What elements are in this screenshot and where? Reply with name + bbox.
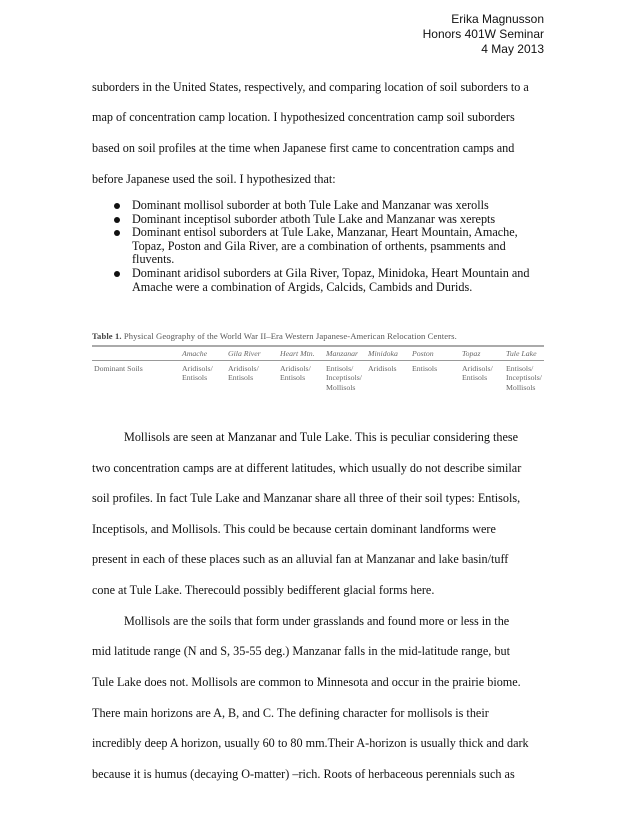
list-item [92,226,562,267]
column-header: Gila River [228,349,261,358]
text-line: incredibly deep A horizon, usually 60 to 80 mm.Their A-horizon is usually thick and dark [92,736,529,750]
bullet-icon [114,203,120,209]
author-name: Erika Magnusson [451,12,544,26]
text-line: two concentration camps are at different latitudes, which usually do not describe similar [92,461,522,475]
table-cell: Entisols/ Inceptisols/ Mollisols [506,364,542,392]
text-line: suborders in the United States, respectively, and comparing location of soil suborders to a [92,80,529,94]
list-item-text: Dominant aridisol suborders at Gila River, Topaz, Minidoka, Heart Mountain and [132,265,530,280]
text-line: Mollisols are seen at Manzanar and Tule Lake. This is peculiar considering these [124,430,519,444]
column-header: Tule Lake [506,349,537,358]
course-name: Honors 401W Seminar [422,27,544,41]
list-item-text: fluvents. [132,252,175,267]
text-line: because it is humus (decaying O-matter) –rich. Roots of herbaceous perennials such as [92,767,515,781]
list-item-text: Dominant entisol suborders at Tule Lake, Manzanar, Heart Mountain, Amache, [132,225,518,240]
table-caption-text: Physical Geography of the World War II–Era Western Japanese-American Relocation Centers. [123,331,457,341]
list-item-text: Amache were a combination of Argids, Calcids, Cambids and Durids. [132,279,473,294]
bullet-icon [114,271,120,277]
table-row [92,361,544,397]
text-line: soil profiles. In fact Tule Lake and Manzanar share all three of their soil types: Entisols, [92,491,521,505]
text-line: present in each of these places such as an alluvial fan at Manzanar and lake basin/tuff [92,552,509,566]
text-line: Tule Lake does not. Mollisols are common to Minnesota and occur in the prairie biome. [92,675,521,689]
table-cell: Entisols [412,364,438,373]
bullet-icon [114,217,120,223]
text-line: map of concentration camp location. I hypothesized concentration camp soil suborders [92,110,515,124]
table-cell: Aridisols/ Entisols [280,364,311,383]
list-item [92,213,562,227]
text-line: mid latitude range (N and S, 35-55 deg.) Manzanar falls in the mid-latitude range, but [92,644,510,658]
table-cell: Entisols/ Inceptisols/ Mollisols [326,364,362,392]
table-cell: Aridisols/ Entisols [228,364,259,383]
table-caption-label: Table 1. [92,331,122,341]
text-line: before Japanese used the soil. I hypothesized that: [92,172,336,186]
column-header: Amache [182,349,208,358]
page-header [423,12,544,57]
bullet-icon [114,230,120,236]
column-header: Manzanar [326,349,359,358]
text-line: Mollisols are the soils that form under grasslands and found more or less in the [124,614,510,628]
column-header: Poston [412,349,434,358]
list-item [92,267,562,294]
text-line: There main horizons are A, B, and C. The defining character for mollisols is their [92,706,489,720]
list-item-text: Dominant inceptisol suborder atboth Tule Lake and Manzanar was xerepts [132,211,496,226]
list-item-text: Dominant mollisol suborder at both Tule Lake and Manzanar was xerolls [132,198,489,212]
text-line: cone at Tule Lake. Therecould possibly bedifferent glacial forms here. [92,583,435,597]
column-header: Topaz [462,349,481,358]
column-header: Heart Mtn. [280,349,315,358]
list-item [92,199,562,213]
hypothesis-list [92,199,562,294]
soil-table [92,331,544,397]
header-date: 4 May 2013 [481,42,544,56]
table-cell: Aridisols [368,364,397,373]
text-line: based on soil profiles at the time when Japanese first came to concentration camps and [92,141,515,155]
text-line: Inceptisols, and Mollisols. This could be because certain dominant landforms were [92,522,496,536]
table-cell: Aridisols/ Entisols [182,364,213,383]
list-item-text: Topaz, Poston and Gila River, are a combination of orthents, psamments and [132,238,506,253]
table-header-row [92,347,544,360]
table-cell: Aridisols/ Entisols [462,364,493,383]
row-label: Dominant Soils [94,364,143,373]
column-header: Minidoka [368,349,398,358]
table-caption [92,331,544,341]
